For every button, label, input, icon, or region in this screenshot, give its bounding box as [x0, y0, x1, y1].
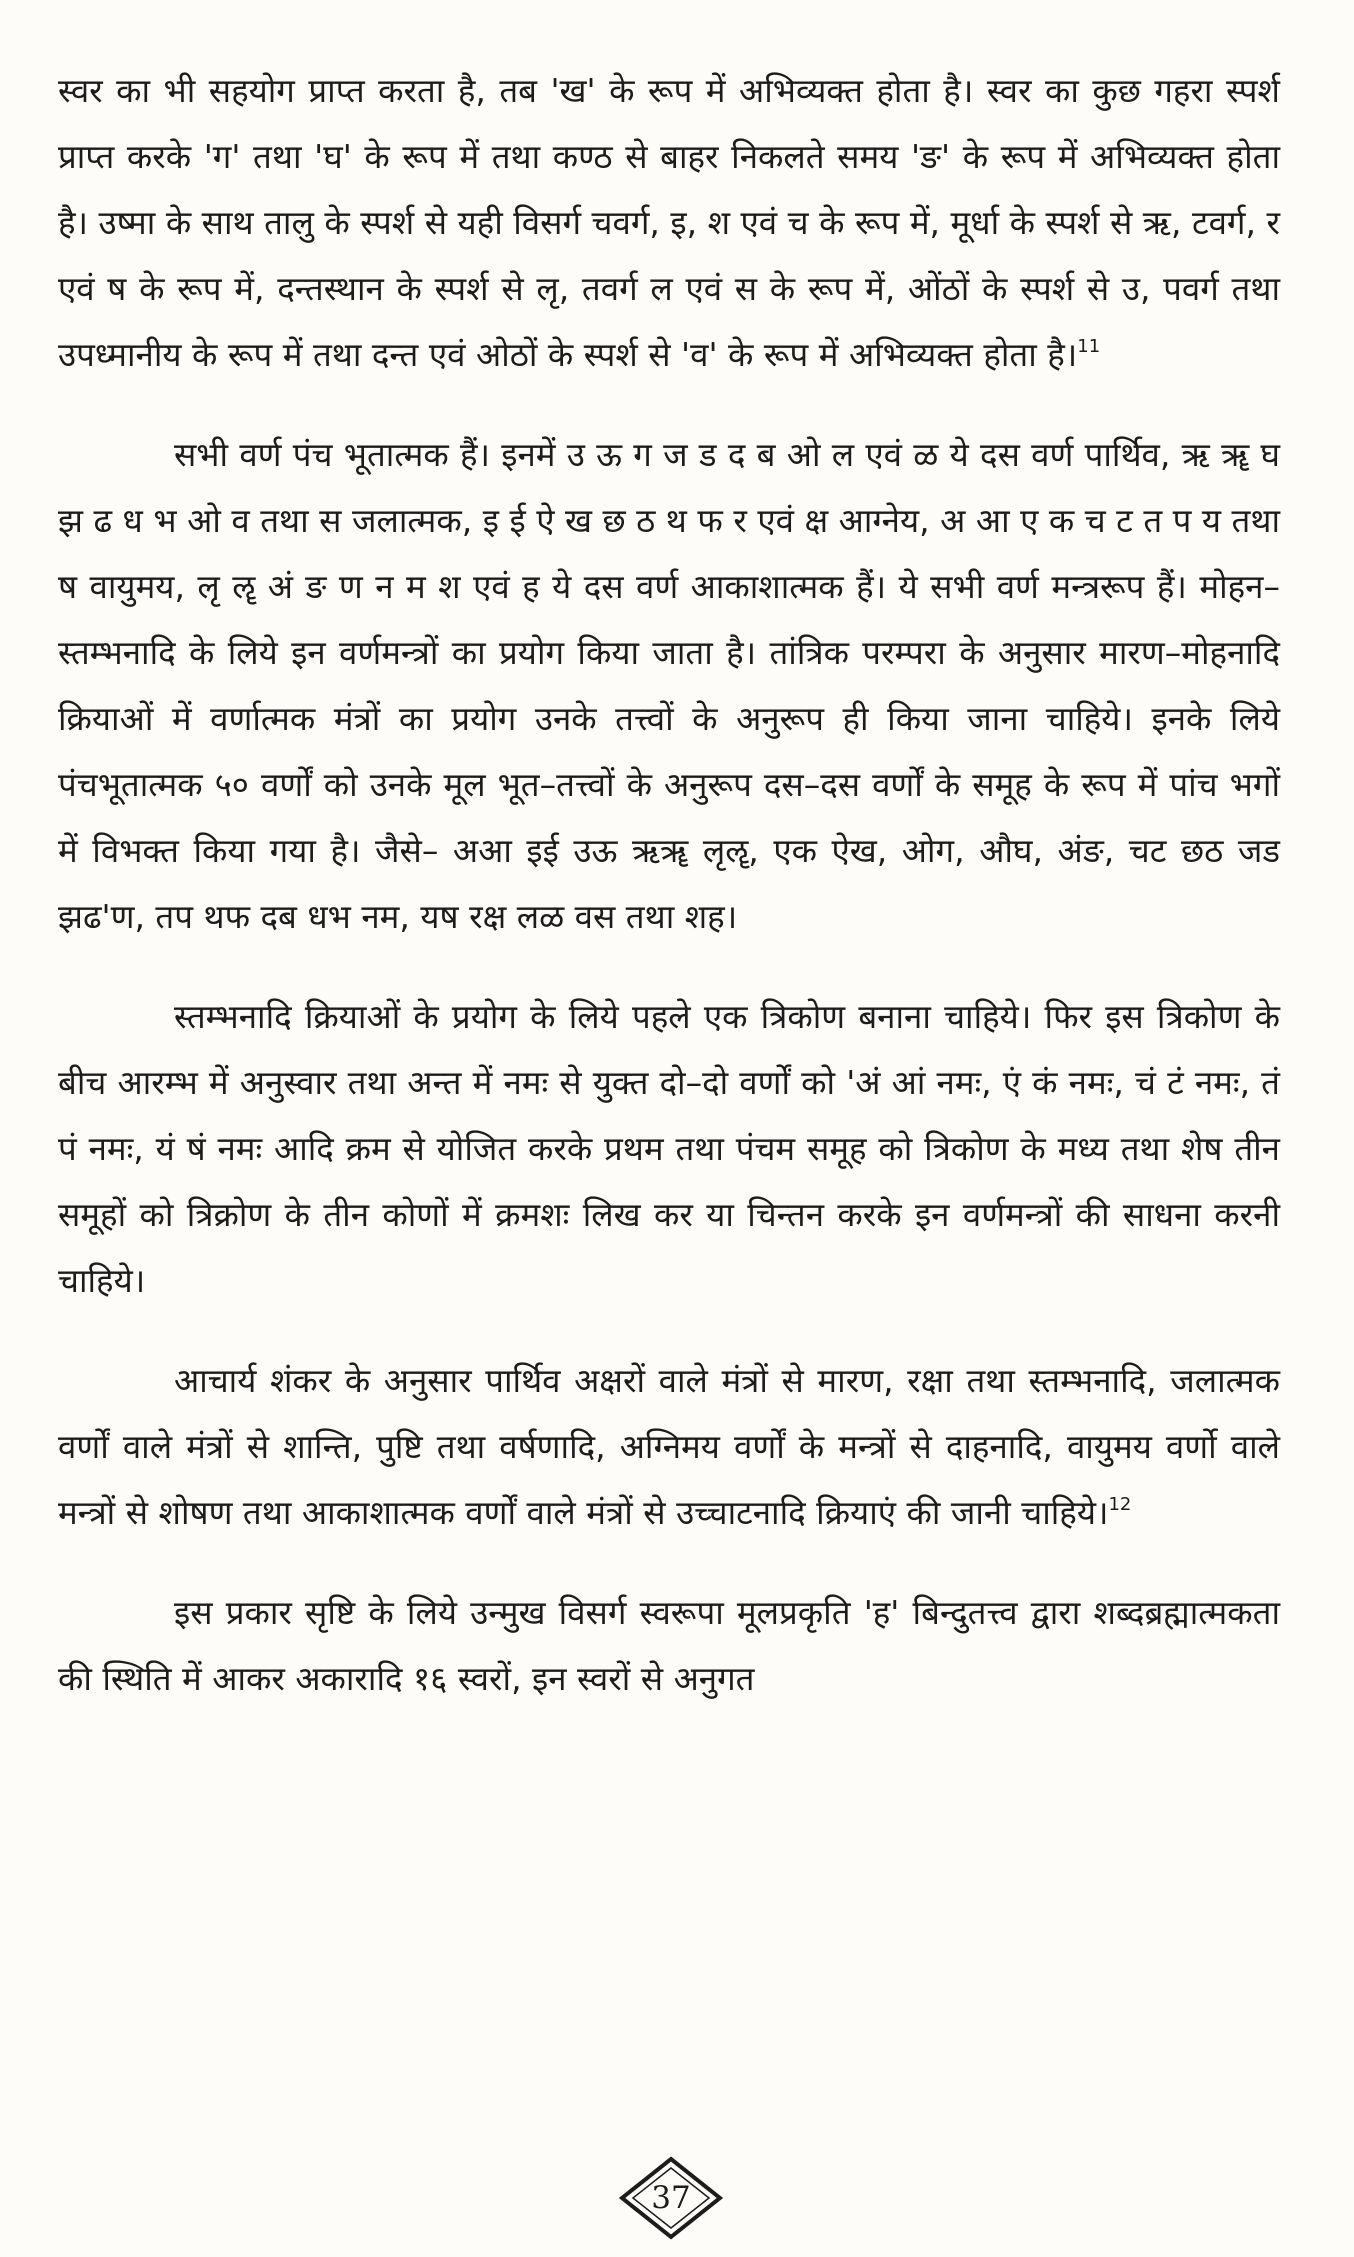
paragraph-5-text: इस प्रकार सृष्टि के लिये उन्मुख विसर्ग स्वरूपा मूलप्रकृति 'ह' बिन्दुतत्त्व द्वारा शब्दब्रह्मात्मकता की स्थिति में आकर अकारादि १६ स्वरों, इन स्वरों से अनुगत: [58, 1593, 1280, 1698]
page-number-badge: [619, 2156, 723, 2240]
paragraph-3-text: स्तम्भनादि क्रियाओं के प्रयोग के लिये पहले एक त्रिकोण बनाना चाहिये। फिर इस त्रिकोण के बीच आरम्भ में अनुस्वार तथा अन्त में नमः से युक्त दो–दो वर्णों को 'अं आं नमः, एं कं नमः, चं टं नमः, तं पं नमः, यं षं नमः आदि क्रम से योजित करके प्रथम तथा पंचम समूह को त्रिकोण के मध्य तथा शेष तीन समूहों को त्रिक्रोण के तीन कोणों में क्रमशः लिख कर या चिन्तन करके इन वर्णमन्त्रों की साधना करनी चाहिये।: [58, 997, 1280, 1300]
page-number: 37: [651, 2180, 691, 2216]
paragraph-5: [58, 1580, 1280, 1712]
paragraph-4-text: आचार्य शंकर के अनुसार पार्थिव अक्षरों वाले मंत्रों से मारण, रक्षा तथा स्तम्भनादि, जलात्मक वर्णों वाले मंत्रों से शान्ति, पुष्टि तथा वर्षणादि, अग्निमय वर्णों के मन्त्रों से दाहनादि, वायुमय वर्णो वाले मन्त्रों से शोषण तथा आकाशात्मक वर्णों वाले मंत्रों से उच्चाटनादि क्रियाएं की जानी चाहिये।: [58, 1361, 1280, 1532]
paragraph-3: [58, 984, 1280, 1314]
paragraph-1: [58, 58, 1280, 388]
body-text: [58, 58, 1280, 1712]
paragraph-1-text: स्वर का भी सहयोग प्राप्त करता है, तब 'ख' के रूप में अभिव्यक्त होता है। स्वर का कुछ गहरा स्पर्श प्राप्त करके 'ग' तथा 'घ' के रूप में तथा कण्ठ से बाहर निकलते समय 'ङ' के रूप में अभिव्यक्त होता है। उष्मा के साथ तालु के स्पर्श से यही विसर्ग चवर्ग, इ, श एवं च के रूप में, मूर्धा के स्पर्श से ऋ, टवर्ग, र एवं ष के रूप में, दन्तस्थान के स्पर्श से लृ, तवर्ग ल एवं स के रूप में, ओंठों के स्पर्श से उ, पवर्ग तथा उपध्मानीय के रूप में तथा दन्त एवं ओठों के स्पर्श से 'व' के रूप में अभिव्यक्त होता है।: [58, 71, 1280, 374]
paragraph-2-text: सभी वर्ण पंच भूतात्मक हैं। इनमें उ ऊ ग ज ड द ब ओ ल एवं ळ ये दस वर्ण पार्थिव, ऋ ॠ घ झ ढ ध भ ओ व तथा स जलात्मक, इ ई ऐ ख छ ठ थ फ र एवं क्ष आग्नेय, अ आ ए क च ट त प य तथा ष वायुमय, लृ ॡ अं ङ ण न म श एवं ह ये दस वर्ण आकाशात्मक हैं। ये सभी वर्ण मन्त्ररूप हैं। मोहन–स्तम्भनादि के लिये इन वर्णमन्त्रों का प्रयोग किया जाता है। तांत्रिक परम्परा के अनुसार मारण–मोहनादि क्रियाओं में वर्णात्मक मंत्रों का प्रयोग उनके तत्त्वों के अनुरूप ही किया जाना चाहिये। इनके लिये पंचभूतात्मक ५० वर्णों को उनके मूल भूत–तत्त्वों के अनुरूप दस–दस वर्णों के समूह के रूप में पांच भगों में विभक्त किया गया है। जैसे– अआ इई उऊ ऋॠ लृॡ, एक ऐख, ओग, औघ, अंङ, चट छठ जड झढ'ण, तप थफ दब धभ नम, यष रक्ष लळ वस तथा शह।: [58, 435, 1280, 936]
paragraph-2: [58, 422, 1280, 950]
paragraph-4: [58, 1348, 1280, 1546]
footnote-marker-12: 12: [1108, 1494, 1132, 1515]
footnote-marker-11: 11: [1077, 336, 1101, 357]
